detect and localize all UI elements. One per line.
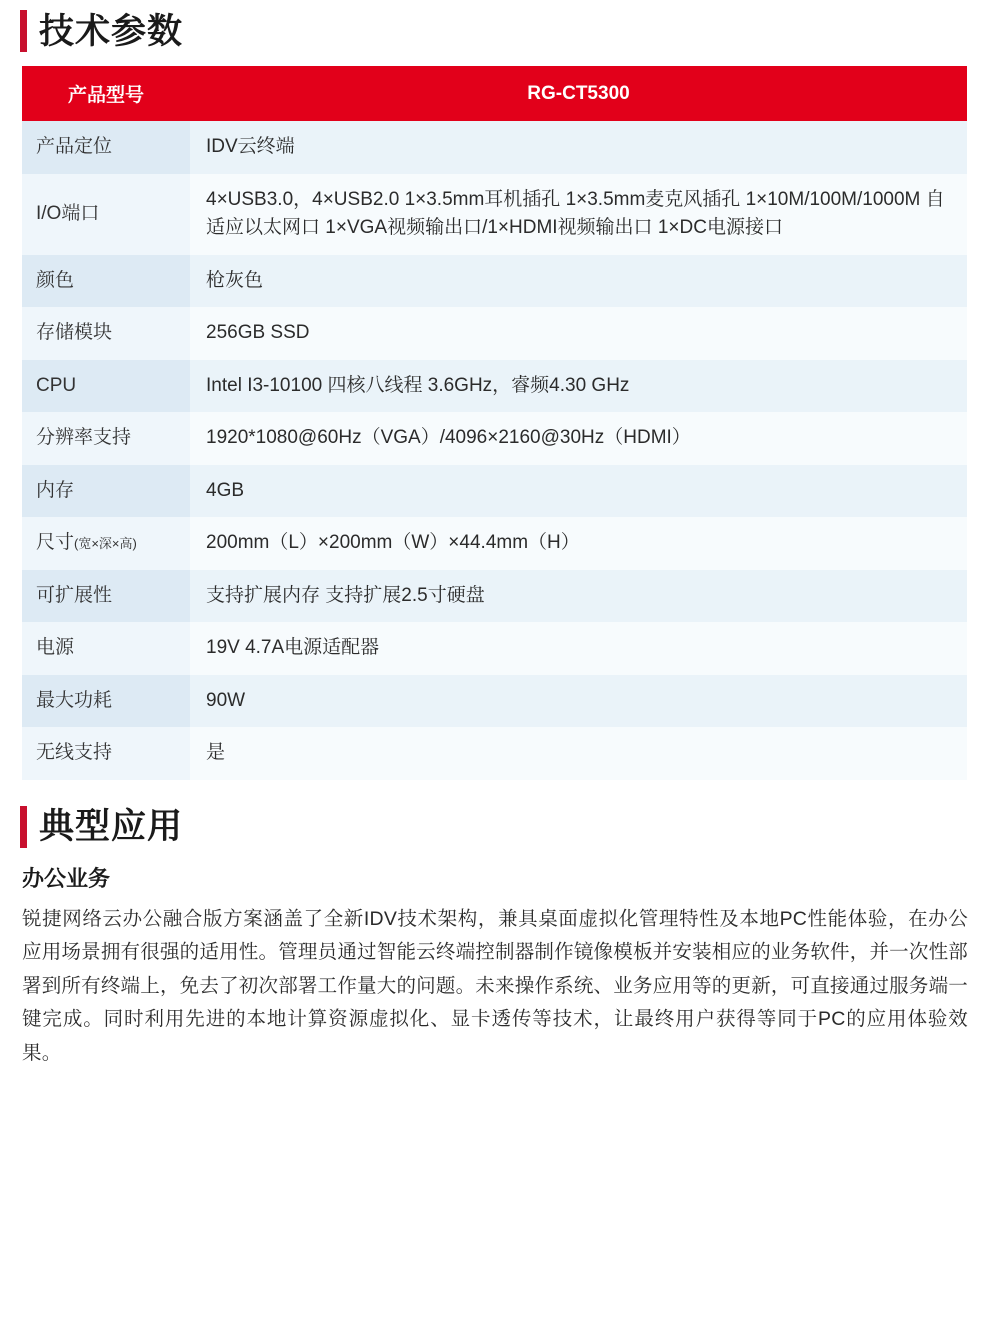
row-label-text: 尺寸 (36, 532, 75, 553)
table-row (22, 517, 967, 570)
table-row (22, 121, 967, 174)
row-value: IDV云终端 (190, 121, 967, 174)
table-header-label: 产品型号 (22, 66, 190, 121)
table-row (22, 360, 967, 413)
table-header-value: RG-CT5300 (190, 66, 967, 121)
page-title: 技术参数 (39, 11, 184, 51)
row-value: 是 (190, 727, 967, 780)
specs-section-heading (20, 10, 970, 52)
row-label: 颜色 (22, 255, 190, 308)
table-row (22, 675, 967, 728)
applications-title: 典型应用 (39, 807, 184, 846)
row-label: 可扩展性 (22, 570, 190, 623)
table-row (22, 412, 967, 465)
row-value: 支持扩展内存 支持扩展2.5寸硬盘 (190, 570, 967, 623)
table-row (22, 174, 967, 255)
row-label: 内存 (22, 465, 190, 518)
table-row (22, 727, 967, 780)
table-row (22, 465, 967, 518)
row-value: 4×USB3.0，4×USB2.0 1×3.5mm耳机插孔 1×3.5mm麦克风插孔 1×10M/100M/1000M 自适应以太网口 1×VGA视频输出口/1×HDMI视频输出口 1×DC电源接口 (190, 174, 967, 255)
spec-table (22, 66, 967, 780)
heading-accent-bar (20, 806, 27, 848)
document-page (0, 10, 990, 1088)
table-row (22, 570, 967, 623)
row-label: 产品定位 (22, 121, 190, 174)
row-value: 19V 4.7A电源适配器 (190, 622, 967, 675)
row-value: 256GB SSD (190, 307, 967, 360)
application-subtitle: 办公业务 (22, 865, 111, 891)
spec-table-body (22, 121, 967, 780)
table-row (22, 622, 967, 675)
table-header-row (22, 66, 967, 121)
row-label: 分辨率支持 (22, 412, 190, 465)
row-label-subtext: (宽×深×高) (74, 536, 137, 551)
row-value: 200mm（L）×200mm（W）×44.4mm（H） (190, 517, 967, 570)
row-value: 枪灰色 (190, 255, 967, 308)
row-value: 1920*1080@60Hz（VGA）/4096×2160@30Hz（HDMI） (190, 412, 967, 465)
row-value: 90W (190, 675, 967, 728)
table-row (22, 307, 967, 360)
application-paragraph: 锐捷网络云办公融合版方案涵盖了全新IDV技术架构，兼具桌面虚拟化管理特性及本地PC性能体验，在办公应用场景拥有很强的适用性。管理员通过智能云终端控制器制作镜像模板并安装相应的业务软件，并一次性部署到所有终端上，免去了初次部署工作量大的问题。未来操作系统、业务应用等的更新，可直接通过服务端一键完成。同时利用先进的本地计算资源虚拟化、显卡透传等技术，让最终用户获得等同于PC的应用体验效果。 (22, 907, 968, 1064)
row-label: CPU (22, 360, 190, 413)
table-row (22, 255, 967, 308)
row-label: 电源 (22, 622, 190, 675)
row-label (22, 517, 190, 570)
row-value: 4GB (190, 465, 967, 518)
applications-section-heading (20, 806, 970, 848)
row-label: I/O端口 (22, 174, 190, 255)
heading-accent-bar (20, 10, 27, 52)
row-value: Intel I3-10100 四核八线程 3.6GHz，睿频4.30 GHz (190, 360, 967, 413)
row-label: 最大功耗 (22, 675, 190, 728)
applications-section (20, 806, 970, 1071)
row-label: 存储模块 (22, 307, 190, 360)
row-label: 无线支持 (22, 727, 190, 780)
